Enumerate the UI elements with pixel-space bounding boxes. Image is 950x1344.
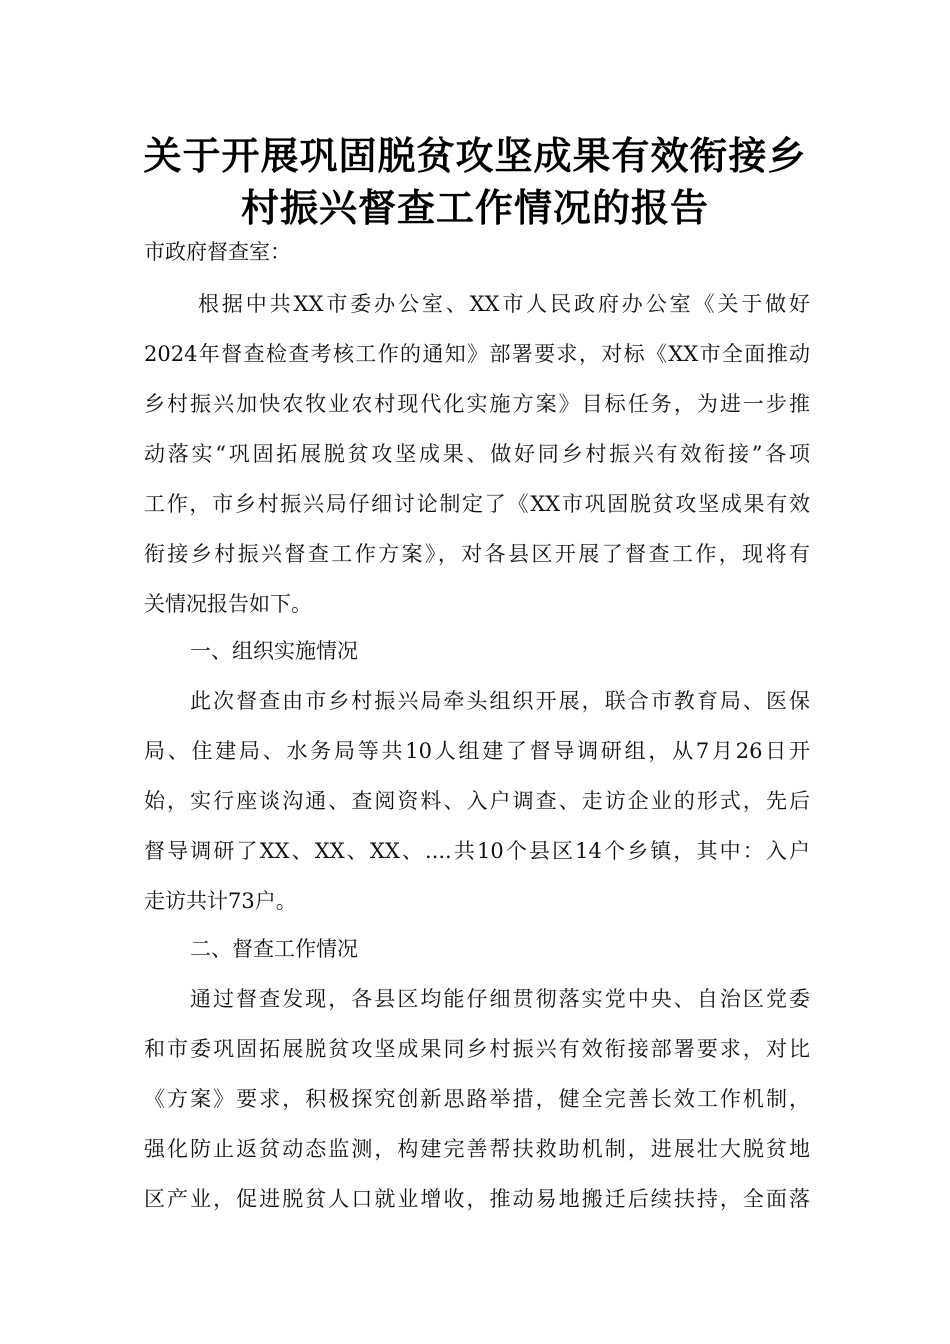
salutation: 市政府督查室： — [144, 240, 291, 264]
intro-line: 动落实“巩固拓展脱贫攻坚成果、做好同乡村振兴有效衔接”各项 — [144, 442, 810, 466]
section2-line: 区产业，促进脱贫人口就业增收，推动易地搬迁后续扶持，全面落 — [144, 1187, 810, 1211]
section2-line: 强化防止返贫动态监测，构建完善帮扶救助机制，进展壮大脱贫地 — [144, 1137, 810, 1161]
section1-line: 局、住建局、水务局等共10人组建了督导调研组，从7月26日开 — [144, 739, 810, 763]
document-title-line-2: 村振兴督查工作情况的报告 — [240, 186, 709, 230]
section2-line: 通过督查发现，各县区均能仔细贯彻落实党中央、自治区党委 — [190, 987, 810, 1011]
section2-line: 和市委巩固拓展脱贫攻坚成果同乡村振兴有效衔接部署要求，对比 — [144, 1037, 810, 1061]
section1-line: 此次督查由市乡村振兴局牵头组织开展，联合市教育局、医保 — [190, 689, 810, 713]
section-heading-inspection: 二、督查工作情况 — [190, 937, 358, 961]
section1-line: 始，实行座谈沟通、查阅资料、入户调查、走访企业的形式，先后 — [144, 789, 810, 813]
intro-line: 关情况报告如下。 — [144, 592, 312, 616]
section1-line: 走访共计73户。 — [144, 889, 297, 913]
section-heading-organization: 一、组织实施情况 — [190, 639, 358, 663]
intro-line: 2024年督查检查考核工作的通知》部署要求，对标《XX市全面推动 — [144, 342, 810, 366]
section1-line: 督导调研了XX、XX、XX、....共10个县区14个乡镇，其中：入户 — [144, 839, 810, 863]
intro-line: 工作，市乡村振兴局仔细讨论制定了《XX市巩固脱贫攻坚成果有效 — [144, 492, 810, 516]
document-title-line-1: 关于开展巩固脱贫攻坚成果有效衔接乡 — [143, 134, 807, 178]
intro-line: 根据中共XX市委办公室、XX市人民政府办公室《关于做好 — [198, 292, 810, 316]
intro-line: 乡村振兴加快农牧业农村现代化实施方案》目标任务，为进一步推 — [144, 392, 810, 416]
intro-line: 衔接乡村振兴督查工作方案》，对各县区开展了督查工作，现将有 — [144, 542, 810, 566]
section2-line: 《方案》要求，积极探究创新思路举措，健全完善长效工作机制， — [144, 1087, 810, 1111]
